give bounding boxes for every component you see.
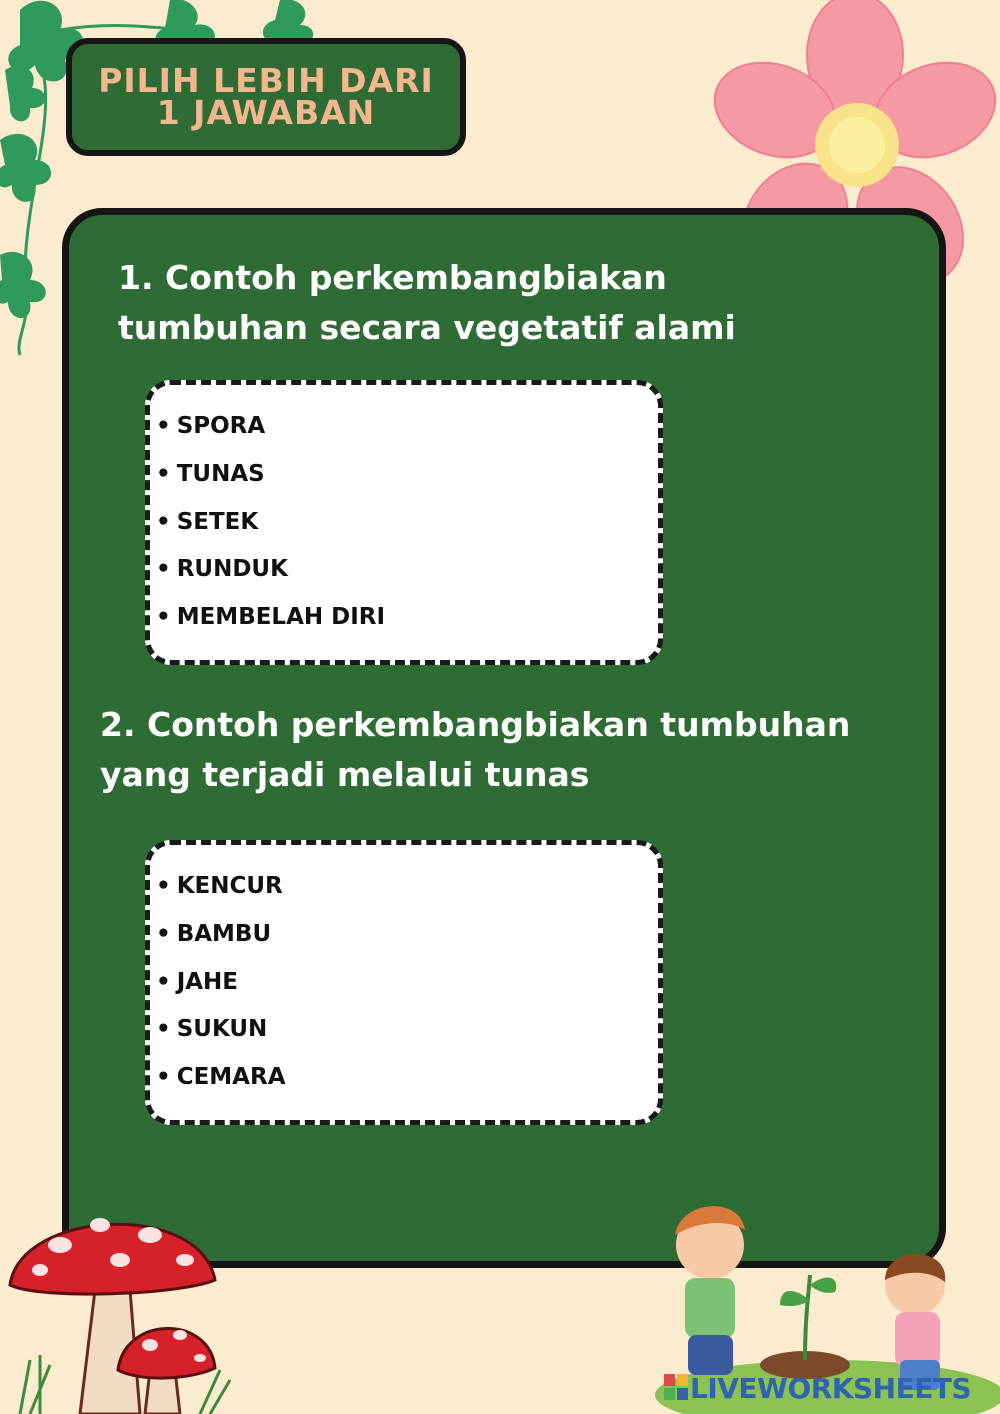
option-spora[interactable]: • SPORA xyxy=(156,413,266,439)
option-tunas[interactable]: • TUNAS xyxy=(156,461,265,487)
question-2-options xyxy=(145,840,663,1125)
option-jahe[interactable]: • JAHE xyxy=(156,969,239,995)
title-banner xyxy=(66,38,466,156)
page-title: PILIH LEBIH DARI 1 JAWABAN xyxy=(98,61,434,132)
option-runduk[interactable]: • RUNDUK xyxy=(156,556,288,582)
option-sukun[interactable]: • SUKUN xyxy=(156,1016,268,1042)
option-bambu[interactable]: • BAMBU xyxy=(156,921,272,947)
mushroom-icon xyxy=(0,1190,240,1414)
option-kencur[interactable]: • KENCUR xyxy=(156,873,283,899)
question-1-options xyxy=(145,380,663,665)
question-2-text: 2. Contoh perkembangbiakan tumbuhan yang terjadi melalui tunas xyxy=(100,705,851,794)
liveworksheets-logo-icon xyxy=(664,1374,688,1400)
liveworksheets-watermark: LIVEWORKSHEETS xyxy=(690,1372,972,1405)
question-1-text: 1. Contoh perkembangbiakan tumbuhan secara vegetatif alami xyxy=(118,258,736,347)
option-membelah-diri[interactable]: • MEMBELAH DIRI xyxy=(156,604,386,630)
option-cemara[interactable]: • CEMARA xyxy=(156,1064,286,1090)
option-setek[interactable]: • SETEK xyxy=(156,509,259,535)
